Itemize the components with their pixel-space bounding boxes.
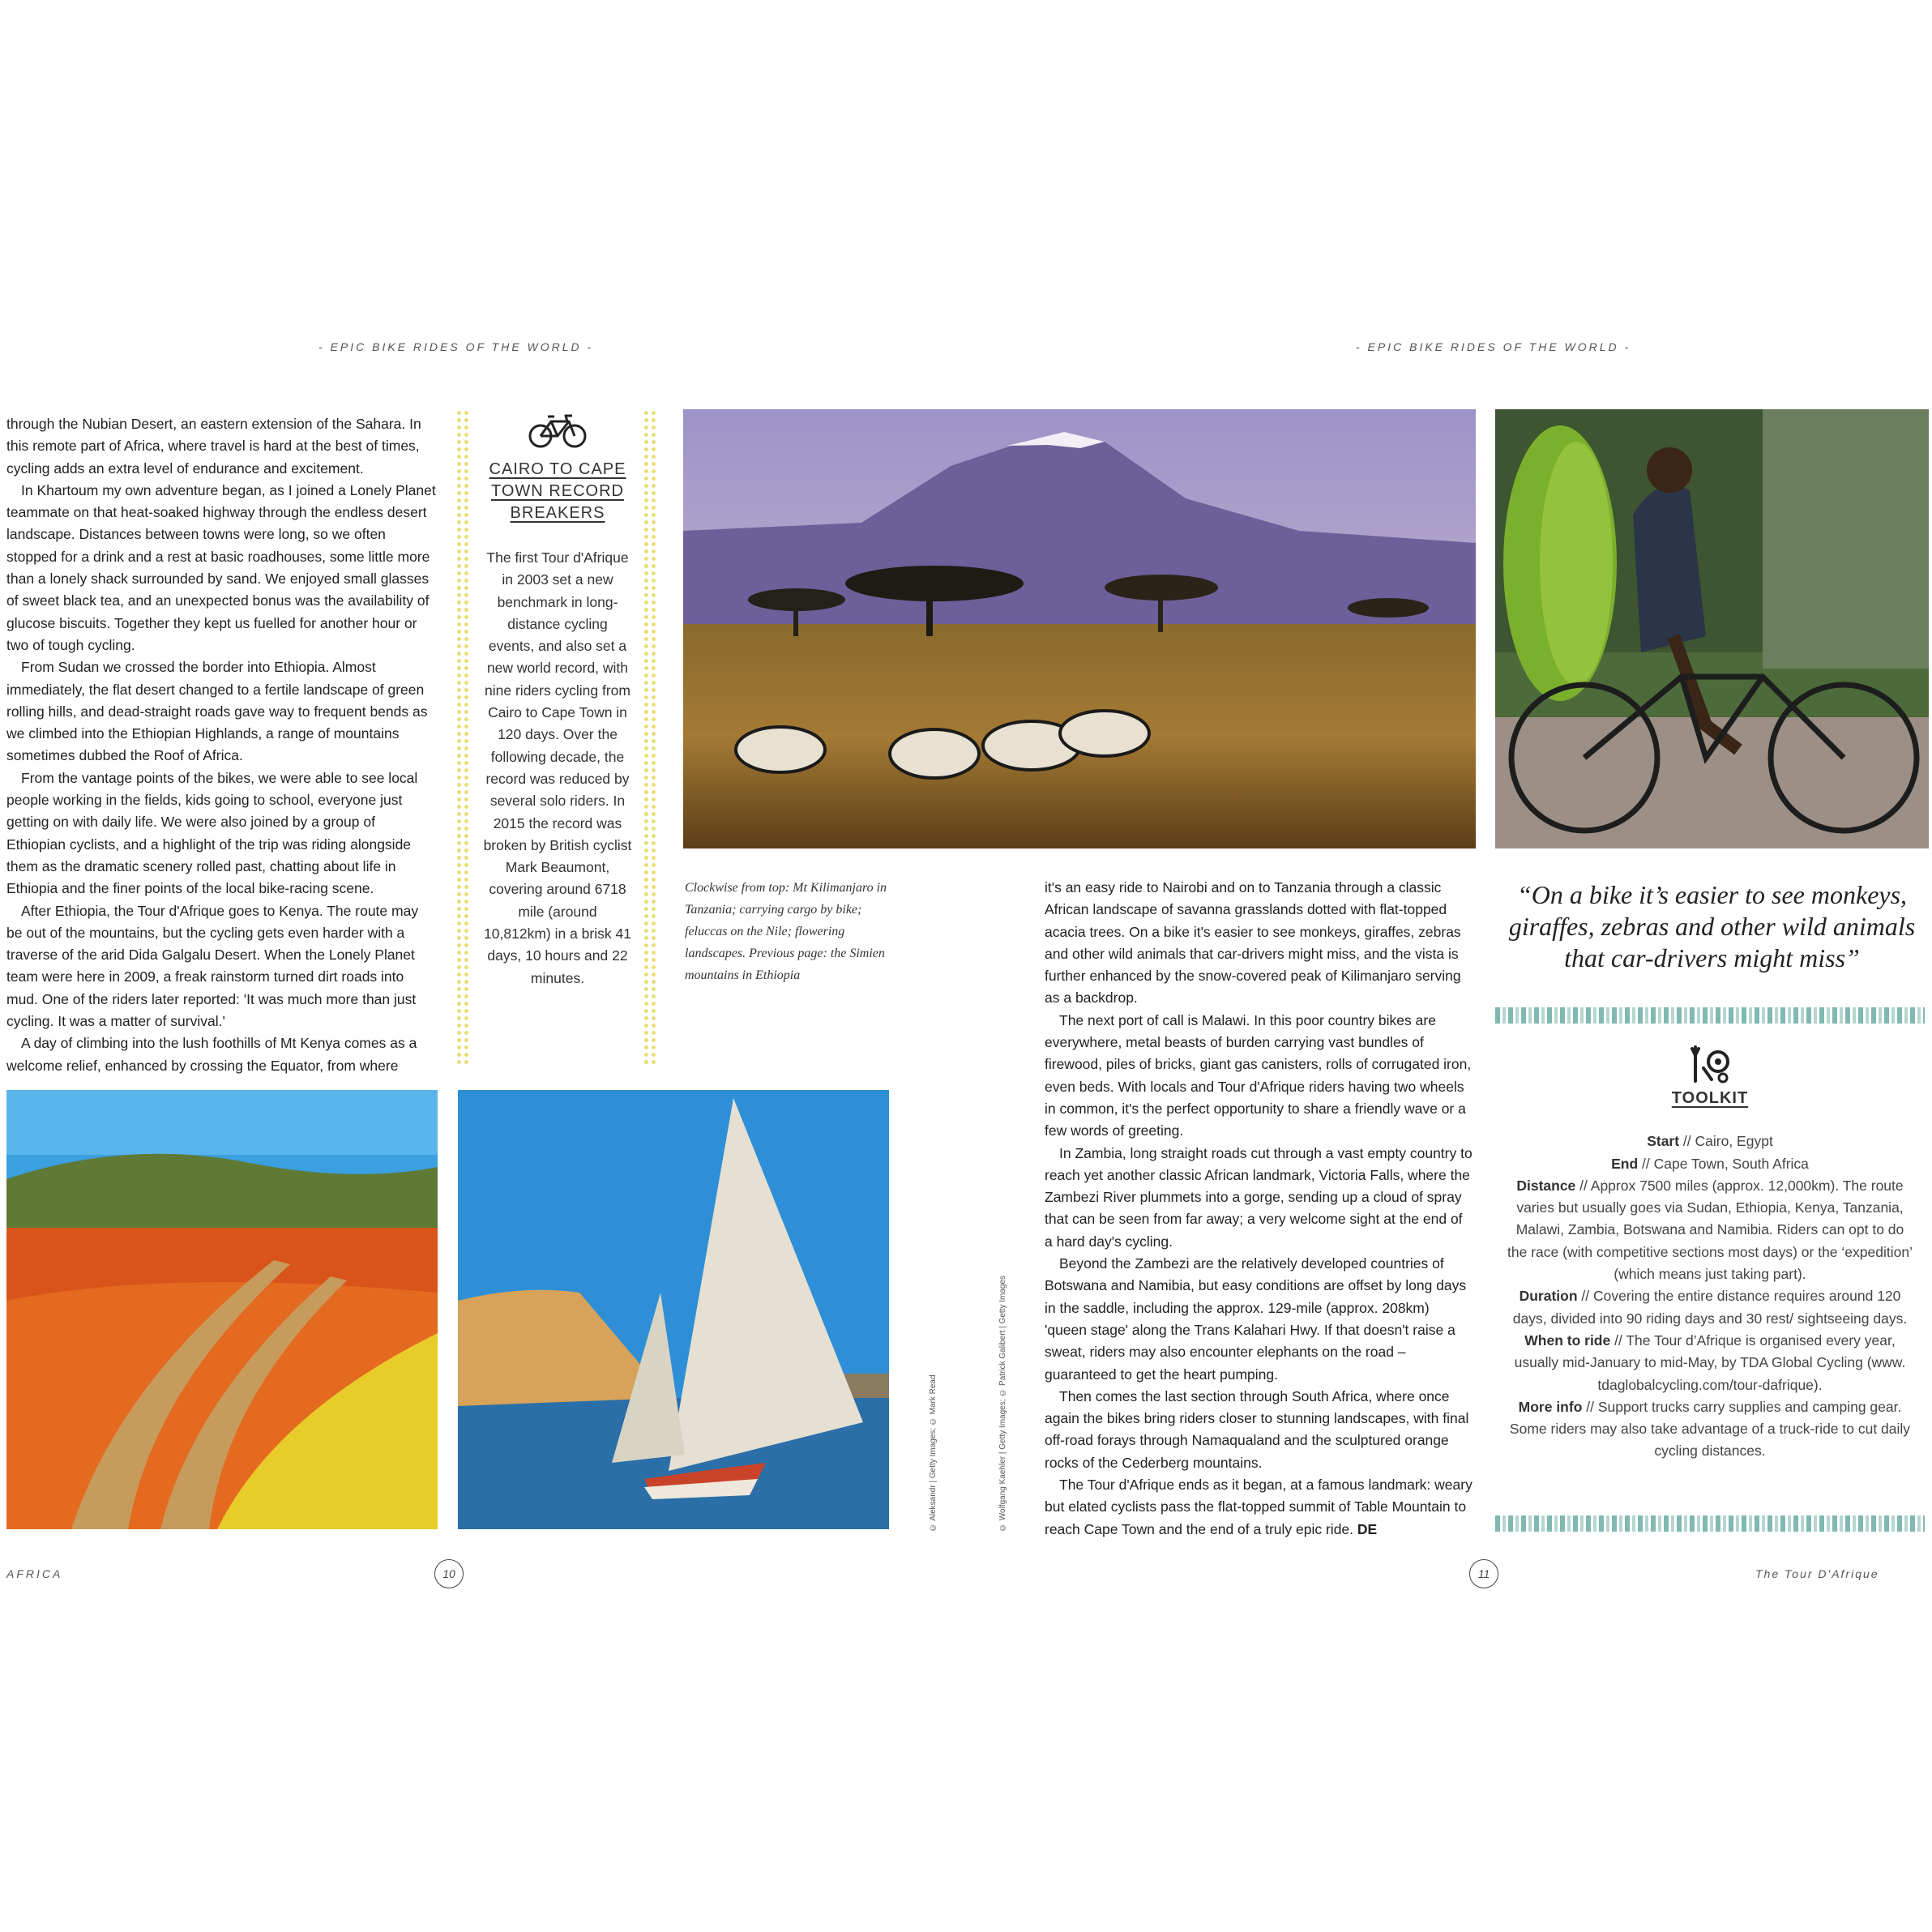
body-paragraph: Then comes the last section through South Africa, where once again the bikes bring riders closer to stunning landscapes, with final off-road forays through Namaqualand and the sculptured orange rocks of the Cederberg mountains.: [1045, 1387, 1469, 1471]
toolkit-text: // Support trucks carry supplies and camping gear. Some riders may also take advantage of a truck-ride to cut daily cycling distances.: [1509, 1398, 1911, 1460]
toolkit-label: Start: [1647, 1133, 1680, 1150]
page-number-left: 10: [434, 1559, 464, 1588]
running-head-left: - EPIC BIKE RIDES OF THE WORLD -: [318, 340, 594, 353]
toolkit-text: // Approx 7500 miles (approx. 12,000km). The route varies but usually goes via Sudan, Ethiopia, Kenya, Tanzania, Malawi, Zambia, Botswana and Namibia. Riders can opt to do the race (with competitive sections most days) or the ‘expedition’ (which means just taking part).: [1507, 1177, 1913, 1283]
toolkit-label: More info: [1518, 1398, 1583, 1415]
toolkit-entry-start: [1507, 1131, 1913, 1152]
record-breakers-sidebar: [478, 412, 637, 990]
toolkit-label: Distance: [1516, 1177, 1576, 1194]
body-paragraph-text: The Tour d'Afrique ends as it began, at a famous landmark: weary but elated cyclists pass the flat-topped summit of Table Mountain to reach Cape Town and the end of a truly epic ride.: [1045, 1477, 1473, 1537]
body-paragraph: it's an easy ride to Nairobi and on to Tanzania through a classic African landscape of savanna grasslands dotted with flat-topped acacia trees. On a bike it's easier to see monkeys, giraffes, zebras and other wild animals that car-drivers might miss, and the vista is further enhanced by the snow-covered peak of Kilimanjaro serving as a backdrop.: [1045, 879, 1461, 1007]
photo-credit-right: © Wolfgang Kaehler | Getty Images; © Patrick Galibert | Getty Images: [998, 1275, 1007, 1532]
body-paragraph: The next port of call is Malawi. In this poor country bikes are everywhere, metal beasts of burden carrying vast bundles of firewood, piles of bricks, giant gas canisters, rolls of corrugated iron, even beds. With locals and Tour d'Afrique riders having two wheels in common, it's the perfect opportunity to share a friendly wave or a few words of greeting.: [1045, 1011, 1472, 1139]
body-paragraph: From the vantage points of the bikes, we were able to see local people working in the fields, kids going to school, everyone just getting on with daily life. We were also joined by a group of Ethiopian cyclists, and a highlight of the trip was riding alongside them as the dramatic scenery rolled past, chatting about life in Ethiopia and the finer points of the local bike-racing scene.: [6, 769, 418, 897]
toolkit-entry-when: [1507, 1330, 1913, 1396]
toolkit-text: // Covering the entire distance requires around 120 days, divided into 90 riding days and 30 rest/ sightseeing days.: [1512, 1288, 1908, 1327]
body-paragraph: Beyond the Zambezi are the relatively developed countries of Botswana and Namibia, but easy conditions are offset by long days in the saddle, including the approx. 129-mile (approx. 208km) 'queen stage' along the Trans Kalahari Hwy. If that doesn't raise a sweat, riders may also encounter elephants on the road – guaranteed to get the heart pumping.: [1045, 1255, 1467, 1383]
toolkit-entry-duration: [1507, 1285, 1913, 1330]
toolkit-label: Duration: [1519, 1288, 1578, 1305]
toolkit-text: // Cape Town, South Africa: [1638, 1155, 1809, 1172]
toolkit-text: // Cairo, Egypt: [1679, 1133, 1773, 1150]
photo-felucca-nile: [458, 1090, 889, 1529]
photo-caption: Clockwise from top: Mt Kilimanjaro in Tanzania; carrying cargo by bike; feluccas on the Nile; flowering landscapes. Previous page: the Simien mountains in Ethiopia: [685, 881, 887, 982]
sidebar-title: CAIRO TO CAPE TOWN RECORD BREAKERS: [489, 460, 626, 522]
sidebar-dotted-border-right: [643, 409, 659, 1067]
body-paragraph: [1045, 1474, 1474, 1541]
footer-section-label: AFRICA: [6, 1567, 63, 1580]
author-signoff: DE: [1357, 1520, 1378, 1537]
pull-quote: “On a bike it’s easier to see monkeys, giraffes, zebras and other wild animals that car-drivers might miss”: [1508, 880, 1916, 972]
sidebar-body: The first Tour d'Afrique in 2003 set a new benchmark in long-distance cycling events, and also set a new world record, with nine riders cycling from Cairo to Cape Town in 120 days. Over the following decade, the record was reduced by several solo riders. In 2015 the record was broken by British cyclist Mark Beaumont, covering around 6718 mile (around 10,812km) in a brisk 41 days, 10 hours and 22 minutes.: [483, 549, 632, 986]
footer-chapter-title: The Tour D'Afrique: [1755, 1567, 1879, 1580]
photo-kilimanjaro-zebras: [683, 409, 1476, 848]
toolkit-box: [1507, 1044, 1913, 1463]
running-head-right: - EPIC BIKE RIDES OF THE WORLD -: [1356, 340, 1631, 353]
toolkit-band-top: [1495, 1007, 1925, 1024]
toolkit-entry-distance: [1507, 1175, 1913, 1285]
toolkit-text: // The Tour d’Afrique is organised every year, usually mid-January to mid-May, by TDA Global Cycling (www. tdaglobalcycling.com/tour-dafrique).: [1514, 1331, 1906, 1393]
body-paragraph: A day of climbing into the lush foothills of Mt Kenya comes as a welcome relief, enhanced by crossing the Equator, from where: [6, 1035, 417, 1074]
photo-banana-cyclist: [1495, 409, 1929, 848]
body-paragraph: In Khartoum my own adventure began, as I joined a Lonely Planet teammate on that heat-soaked highway through the endless desert landscape. Distances between towns were long, so we often stopped for a drink and a rest at basic roadhouses, some little more than a lonely shack surrounded by sand. We enjoyed small glasses of sweet black tea, and an unexpected bonus was the availability of glucose biscuits. Together they kept us fuelled for another hour or two of tough cycling.: [6, 481, 436, 653]
toolkit-entry-more: [1507, 1396, 1913, 1463]
photo-flowering-road: [6, 1090, 438, 1529]
page-number-right: 11: [1469, 1559, 1498, 1588]
body-paragraph: From Sudan we crossed the border into Ethiopia. Almost immediately, the flat desert changed to a fertile landscape of green rolling hills, and dead-straight roads gave way to frequent bends as we climbed into the Ethiopian Highlands, a range of mountains sometimes dubbed the Roof of Africa.: [6, 659, 428, 764]
body-paragraph: through the Nubian Desert, an eastern extension of the Sahara. In this remote part of Africa, where travel is hard at the best of times, cycling adds an extra level of endurance and excitement.: [6, 416, 421, 477]
tools-icon: [1507, 1044, 1913, 1084]
toolkit-entry-end: [1507, 1153, 1913, 1175]
right-body-column: [1045, 877, 1474, 1541]
toolkit-title: TOOLKIT: [1671, 1089, 1749, 1107]
photo-credit-left: © Aleksandr | Getty Images; © Mark Read: [929, 1374, 938, 1532]
left-body-column: [6, 413, 438, 1077]
toolkit-label: End: [1611, 1155, 1639, 1172]
bicycle-icon: [478, 412, 637, 454]
sidebar-dotted-border-left: [455, 409, 472, 1067]
body-paragraph: After Ethiopia, the Tour d'Afrique goes to Kenya. The route may be out of the mountains, but the cycling gets even harder with a traverse of the arid Dida Galgalu Desert. When the Lonely Planet team were here in 2009, a freak rainstorm turned dirt roads into mud. One of the riders later reported: 'It was much more than just cycling. It was a matter of survival.': [6, 902, 419, 1030]
toolkit-label: When to ride: [1524, 1331, 1611, 1349]
body-paragraph: In Zambia, long straight roads cut through a vast empty country to reach yet another classic African landmark, Victoria Falls, where the Zambezi River plummets into a gorge, sending up a cloud of spray that can be seen from far away; a very welcome sight at the end of a hard day's cycling.: [1045, 1144, 1473, 1250]
toolkit-band-bottom: [1495, 1515, 1925, 1532]
